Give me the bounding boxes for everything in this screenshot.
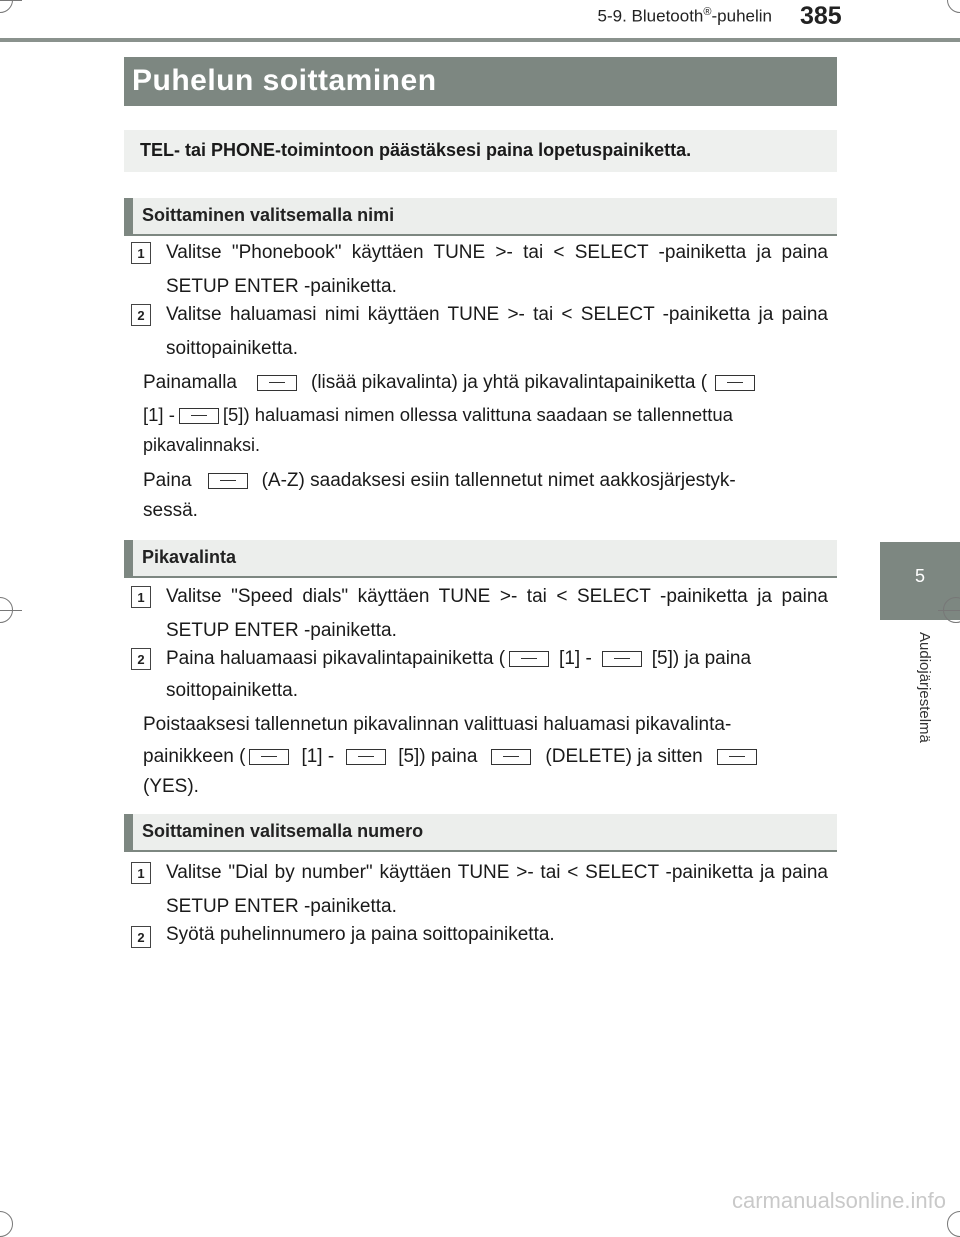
crop-mark [947,1211,960,1237]
crop-mark [0,610,22,611]
key-icon [346,749,386,765]
step-badge: 2 [131,648,151,670]
header-rule [0,38,960,42]
watermark: carmanualsonline.info [731,1188,946,1213]
key-icon [257,375,297,391]
page-title-bar [124,57,837,106]
key-icon [249,749,289,765]
crop-mark [0,1211,13,1237]
section-accent [124,540,133,578]
note-line: Paina (A-Z) saadaksesi esiin tallennetut nimet aakkosjärjestyk- [143,470,736,491]
key-icon [715,375,755,391]
key-icon [509,651,549,667]
crop-mark [0,0,22,1]
step-text: Valitse haluamasi nimi käyttäen TUNE >- tai < SELECT -painiketta ja paina soittopainiketta. [166,304,828,359]
step-badge: 2 [131,304,151,326]
note-line: [1] - [5]) haluamasi nimen ollessa valittuna saadaan se tallennettua [143,404,733,425]
key-icon [179,408,219,424]
section-heading-number: Soittaminen valitsemalla numero [124,814,837,852]
note-line: pikavalinnaksi. [143,435,261,455]
section-title: 5-9. Bluetooth®-puhelin [597,6,772,26]
step-badge: 1 [131,862,151,884]
section-heading-name: Soittaminen valitsemalla nimi [124,198,837,236]
crop-mark [947,0,960,13]
key-icon [602,651,642,667]
key-icon [491,749,531,765]
step-text: Valitse "Speed dials" käyttäen TUNE >- tai < SELECT -painiketta ja paina SETUP ENTER -painiketta. [166,586,828,641]
chapter-label: Audiojärjestelmä [916,632,933,743]
note-line: Painamalla (lisää pikavalinta) ja yhtä pikavalintapainiketta ( [143,366,759,400]
note-line: (YES). [143,776,199,797]
page-number: 385 [800,2,842,30]
crop-mark [0,0,13,13]
section-accent [124,814,133,852]
step-text: Valitse "Phonebook" käyttäen TUNE >- tai < SELECT -painiketta ja paina SETUP ENTER -painiketta. [166,242,828,297]
note-line: painikkeen ( [1] - [5]) paina (DELETE) ja sitten [143,740,761,774]
note-line: sessä. [143,500,198,521]
section-accent [124,198,133,236]
step-text: soittopainiketta. [166,680,299,701]
key-icon [208,473,248,489]
step-badge: 2 [131,926,151,948]
step-text: Syötä puhelinnumero ja paina soittopainiketta. [166,924,555,945]
step-text: Valitse "Dial by number" käyttäen TUNE >- tai < SELECT -painiketta ja paina SETUP ENTER -painiketta. [166,862,828,917]
step-text: Paina haluamaasi pikavalintapainiketta ( [1] - [5]) ja paina [166,648,752,669]
chapter-number: 5 [914,566,925,586]
page-title: Puhelun soittaminen [132,64,437,97]
intro-text: TEL- tai PHONE-toimintoon päästäksesi paina lopetuspainiketta. [140,140,692,160]
step-badge: 1 [131,242,151,264]
key-icon [717,749,757,765]
crop-mark [938,610,960,611]
intro-box [124,130,837,172]
note-line: Poistaaksesi tallennetun pikavalinnan valittuasi haluamasi pikavalinta- [143,714,732,735]
step-badge: 1 [131,586,151,608]
section-heading-speed-dial: Pikavalinta [124,540,837,578]
